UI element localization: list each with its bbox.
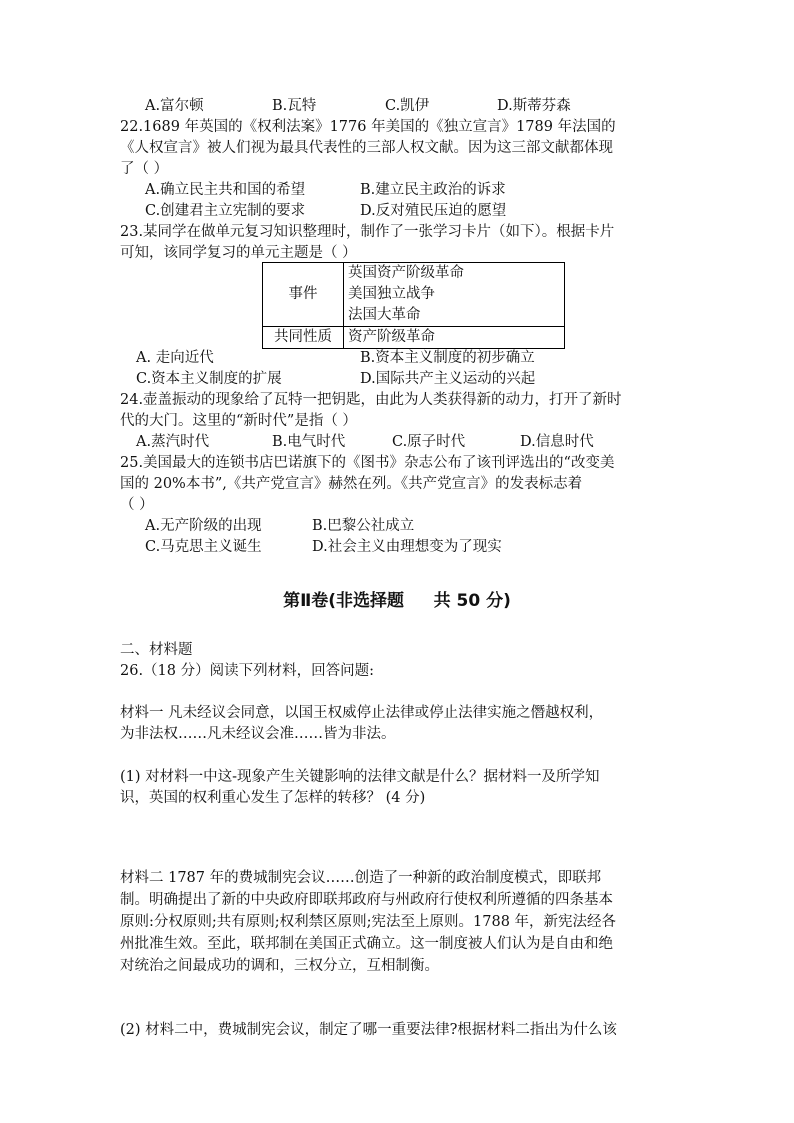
q23-option-b: B.资本主义制度的初步确立 <box>360 350 535 366</box>
sub-question-1-line-2: 识，英国的权利重心发生了怎样的转移？ (4 分) <box>120 790 426 806</box>
q24-option-a: A.蒸汽时代 <box>136 434 210 450</box>
q22-option-b: B.建立民主政治的诉求 <box>360 182 506 198</box>
material-2-line-1: 材料二 1787 年的费城制宪会议……创造了一种新的政治制度模式，即联邦 <box>120 870 602 886</box>
q24-option-b: B.电气时代 <box>272 434 346 450</box>
q22-option-d: D.反对殖民压迫的愿望 <box>360 203 507 219</box>
event-item: 英国资产阶级革命 <box>348 265 464 281</box>
part-heading: 二、材料题 <box>120 642 193 658</box>
material-2-line-2: 制。明确提出了新的中央政府即联邦政府与州政府行使权利所遵循的四条基本 <box>120 892 613 908</box>
q25-option-d: D.社会主义由理想变为了现实 <box>312 539 502 555</box>
q24-option-c: C.原子时代 <box>392 434 466 450</box>
material-2-line-3: 原则:分权原则;共有原则;权利禁区原则;宪法至上原则。1788 年，新宪法经各 <box>120 914 617 930</box>
sub-question-1-line-1: (1) 对材料一中这-现象产生关键影响的法律文献是什么？据材料一及所学知 <box>120 769 600 785</box>
q23-option-a: A. 走向近代 <box>136 350 214 366</box>
q22-option-c: C.创建君主立宪制的要求 <box>145 203 306 219</box>
q25-option-b: B.巴黎公社成立 <box>312 518 415 534</box>
q22-line-3: 了（ ） <box>120 161 169 177</box>
q25-line-1: 25.美国最大的连锁书店巴诺旗下的《图书》杂志公布了该刊评选出的“改变美 <box>120 455 615 471</box>
common-value-cell: 资产阶级革命 <box>344 327 565 349</box>
study-card-table <box>262 262 565 349</box>
q21-option-b: B.瓦特 <box>272 98 317 114</box>
q24-option-d: D.信息时代 <box>520 434 594 450</box>
q26-intro: 26.（18 分）阅读下列材料，回答问题: <box>120 663 375 679</box>
material-1-line-1: 材料一 凡未经议会同意，以国王权威停止法律或停止法律实施之僭越权利， <box>120 705 604 721</box>
q22-option-a: A.确立民主共和国的希望 <box>145 182 306 198</box>
q23-option-c: C.资本主义制度的扩展 <box>136 371 282 387</box>
q22-line-1: 22.1689 年英国的《权利法案》1776 年美国的《独立宣言》1789 年法国的 <box>120 119 616 135</box>
material-2-line-5: 对统治之间最成功的调和，三权分立，互相制衡。 <box>120 958 439 974</box>
section-title: 第Ⅱ卷(非选择题 共 50 分) <box>283 591 511 611</box>
q25-option-c: C.马克思主义诞生 <box>145 539 262 555</box>
q23-option-d: D.国际共产主义运动的兴起 <box>360 371 536 387</box>
q21-option-c: C.凯伊 <box>385 98 430 114</box>
common-header-cell: 共同性质 <box>263 327 344 349</box>
q22-line-2: 《人权宣言》被人们视为最具代表性的三部人权文献。因为这三部文献都体现 <box>120 140 613 156</box>
q25-option-a: A.无产阶级的出现 <box>145 518 262 534</box>
q25-line-2: 国的 20%本书”,《共产党宣言》赫然在列。《共产党宣言》的发表标志着 <box>120 476 583 492</box>
q21-option-a: A.富尔顿 <box>145 98 204 114</box>
event-header-cell: 事件 <box>263 263 344 327</box>
material-2-line-4: 州批准生效。至此，联邦制在美国正式确立。这一制度被人们认为是自由和绝 <box>120 936 613 952</box>
events-cell <box>344 263 565 327</box>
event-item: 法国大革命 <box>348 307 421 323</box>
event-item: 美国独立战争 <box>348 286 435 302</box>
q25-line-3: （ ） <box>120 497 154 513</box>
q23-line-2: 可知，该同学复习的单元主题是（ ） <box>120 245 357 261</box>
q23-line-1: 23.某同学在做单元复习知识整理时，制作了一张学习卡片（如下）。根据卡片 <box>120 224 615 240</box>
sub-question-2-line-1: (2) 材料二中，费城制宪会议，制定了哪一重要法律?根据材料二指出为什么该 <box>120 1022 617 1038</box>
material-1-line-2: 为非法权……凡未经议会准……皆为非法。 <box>120 726 396 742</box>
q24-line-1: 24.壶盖振动的现象给了瓦特一把钥匙，由此为人类获得新的动力，打开了新时 <box>120 392 622 408</box>
q24-line-2: 代的大门。这里的“新时代”是指（ ） <box>120 413 357 429</box>
q21-option-d: D.斯蒂芬森 <box>497 98 571 114</box>
